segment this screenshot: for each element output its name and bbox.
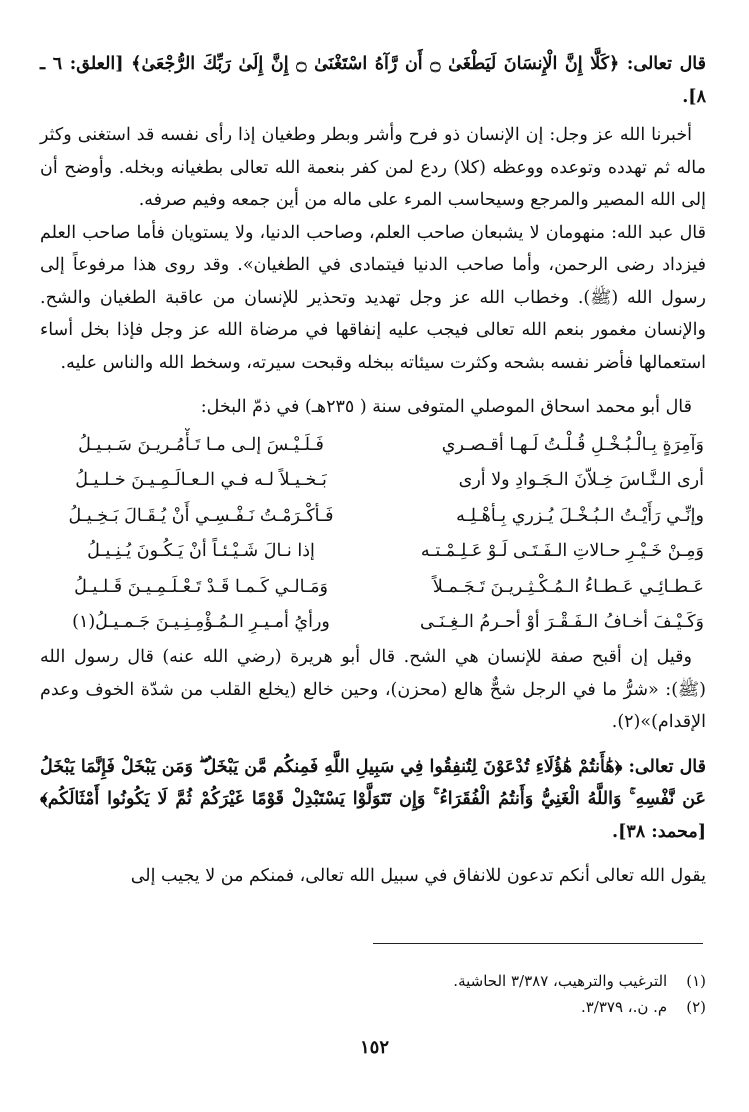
verse-first-hemistich: أرى الـنَّـاسَ خِـلاّنَ الـجَـوادِ ولا أرى xyxy=(458,470,704,491)
poem-verse xyxy=(40,534,706,570)
footnote-divider xyxy=(373,943,703,944)
verse-second-hemistich: وَمَـالـي كَـمـا قَـدْ تَـعْـلَـمِـيـنَ قَـلـيـلُ xyxy=(74,576,328,597)
verse-second-hemistich: فَـلَـيْـسَ إلـى مـا تَـأْمُـريـنَ سَـبـيـلُ xyxy=(78,434,324,455)
page-number: ١٥٢ xyxy=(359,1037,389,1058)
poem-intro: قال أبو محمد اسحاق الموصلي المتوفى سنة ( ٢٣٥هـ) في ذمّ البخل: xyxy=(200,397,692,417)
verse-second-hemistich: فَـأكْـرَمْـتُ نَـفْـسِـي أَنْ يُـقَـالَ بَـخِـيـلُ xyxy=(68,505,334,526)
verse-first-hemistich: عَـطـائِـي عَـطـاءُ الـمُـكْـثِـريـنَ تَـجَـمـلاً xyxy=(432,576,704,597)
verse-second-hemistich: إذا نـالَ شَـيْـئـاً أنْ يَـكُـونَ يُـنِـيـلُ xyxy=(87,541,315,562)
verse-first-hemistich: وَكَـيْـفَ أخـافُ الـفَـقْـرَ أوْ أحـرمُ الـغِـنَـى xyxy=(420,612,704,633)
footnote xyxy=(206,970,706,992)
tafsir-paragraph: أخبرنا الله عز وجل: إن الإنسان ذو فرح وأشر وبطر وطغيان إذا رأى نفسه قد استغنى وكثر ماله ثم تهدده وتوعده ووعظه (كلا) ردع لمن كفر بنعمة الله تعالى بطغيانه وبخله. وأوضح أن إلى الله المصير والمرجع وسيحاسب المرء على ماله من أين جمعه وفيم صرفه. xyxy=(40,125,706,210)
closing-paragraph: يقول الله تعالى أنكم تدعون للانفاق في سبيل الله تعالى، فمنكم من لا يجيب إلى xyxy=(130,866,706,887)
verse-first-hemistich: وإنِّـي رَأَيْـتُ الـبُـخْـلَ يُـزري بِـأهْـلِـه xyxy=(456,505,704,526)
poem-verse xyxy=(40,499,706,535)
abdullah-paragraph: قال عبد الله: منهومان لا يشبعان صاحب العلم، وصاحب الدنيا، ولا يستويان فأما صاحب العلم فيزداد رضى الرحمن، وأما صاحب الدنيا فيتمادى في الطغيان». وقد روى هذا مرفوعاً إلى رسول الله (ﷺ). وخطاب الله عز وجل تهديد وتحذير للإنسان من عاقبة الطغيان والشح. والإنسان مغمور بنعم الله تعالى فيجب عليه إنفاقها في مرضاة الله عز وجل فإذا بخل أساء استعمالها فأضر نفسه بشحه وكثرت سيئاته ببخله وقبحت سيرته، وسخط الله والناس عليه. xyxy=(40,222,706,373)
verse-second-hemistich: بَـخـيـلاً لـه فـي الـعـالَـمِـيـنَ خـلـيـلُ xyxy=(75,470,327,491)
quran-verse-muhammad: قال تعالى: ﴿هَٰأَنتُمْ هَٰؤُلَاءِ تُدْعَوْنَ لِتُنفِقُوا فِي سَبِيلِ اللَّهِ فَمِنكُم مَّن يَبْخَلُ ۖ وَمَن يَبْخَلْ فَإِنَّمَا يَبْخَلُ عَن نَّفْسِهِ ۚ وَاللَّهُ الْغَنِيُّ وَأَنتُمُ الْفُقَرَاءُ ۚ وَإِن تَتَوَلَّوْا يَسْتَبْدِلْ قَوْمًا غَيْرَكُمْ ثُمَّ لَا يَكُونُوا أَمْثَالَكُم﴾ [محمد: ٣٨]. xyxy=(40,756,706,842)
footnote-text: م. ن.، ٣/٣٧٩. xyxy=(580,998,668,1016)
poem-verse xyxy=(40,605,706,641)
verse-second-hemistich: ورأيُ أمـيـرِ الـمُـؤْمِـنِـيـنَ جَـمـيـلُ(١) xyxy=(72,612,330,633)
quran-verse-alaq: قال تعالى: ﴿كَلَّا إِنَّ الْإِنسَانَ لَيَطْغَىٰ ۝ أَن رَّآهُ اسْتَغْنَىٰ ۝ إِنَّ إِلَىٰ رَبِّكَ الرُّجْعَىٰ﴾ [العلق: ٦ ـ ٨]. xyxy=(40,54,706,107)
footnote-number: (٢) xyxy=(686,998,706,1016)
poem xyxy=(40,428,706,642)
poem-verse xyxy=(40,463,706,499)
poem-verse xyxy=(40,428,706,464)
page-body xyxy=(40,48,706,893)
footnote-text: الترغيب والترهيب، ٣/٣٨٧ الحاشية. xyxy=(453,972,668,990)
verse-first-hemistich: وَمِـنْ خَـيْـرِ حـالاتِ الـفَـتَـى لَـوْ عَـلِـمْـتـه xyxy=(420,541,704,562)
shuh-paragraph: وقيل إن أقبح صفة للإنسان هي الشح. قال أبو هريرة (رضي الله عنه) قال رسول الله (ﷺ): «شرُّ ما في الرجل شحٌّ هالع (محزن)، وحين خالع (يخلع القلب من شدّة الخوف وعدم الإقدام)»(٢). xyxy=(40,647,706,733)
poem-verse xyxy=(40,570,706,606)
footnote xyxy=(206,996,706,1018)
footnote-number: (١) xyxy=(686,972,706,990)
verse-first-hemistich: وَآمِرَةٍ بِـالْـبُـخْـلِ قُـلْـتُ لَـهـا أقـصـري xyxy=(441,434,704,455)
